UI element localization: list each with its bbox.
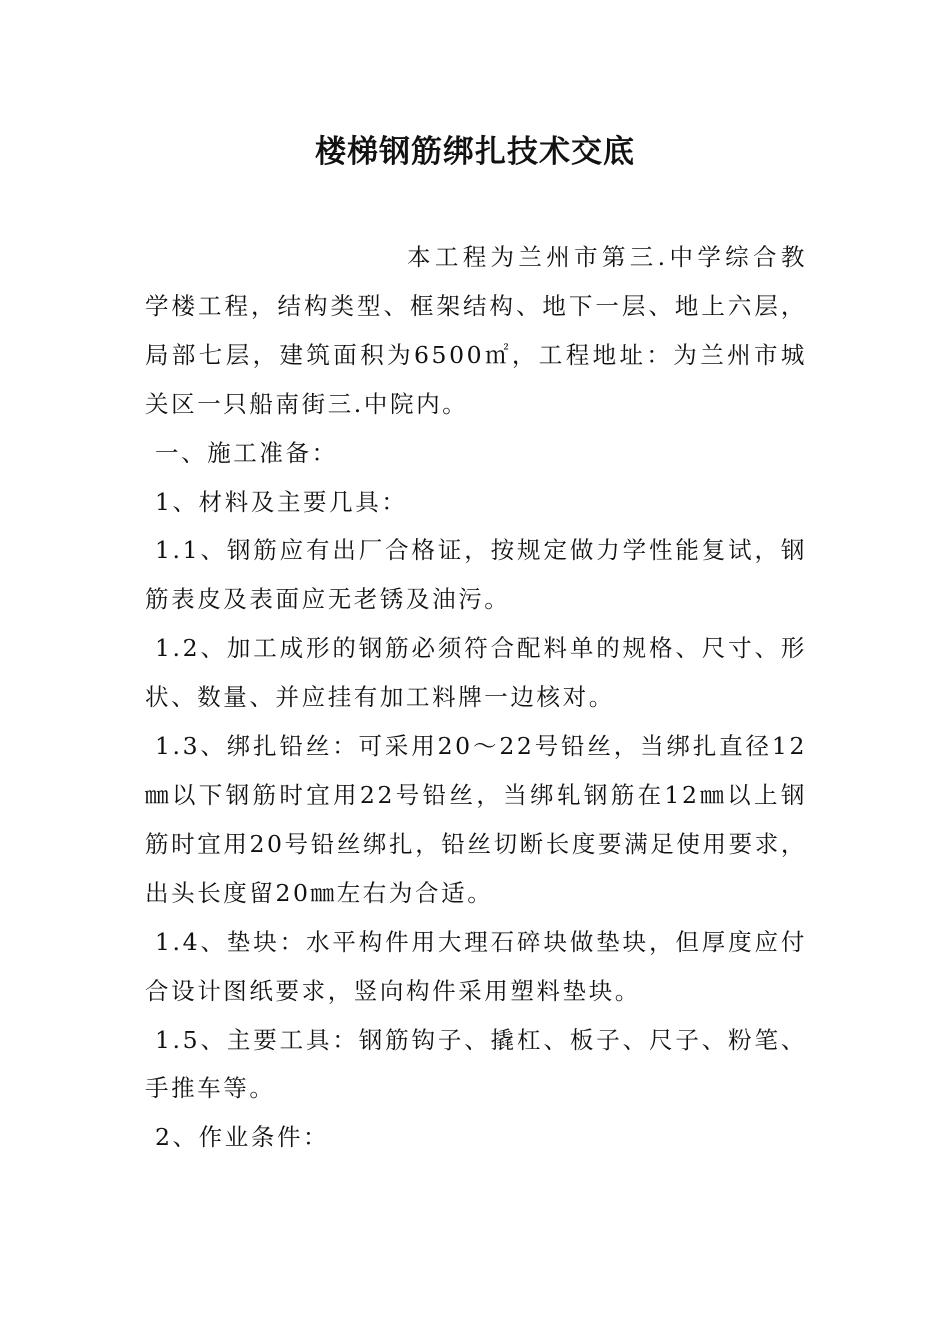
paragraph-item-1-3: 1.3、绑扎铅丝：可采用20～22号铅丝，当绑扎直径12㎜以下钢筋时宜用22号铅丝，当绑轧钢筋在12㎜以上钢筋时宜用20号铅丝绑扎，铅丝切断长度要满足使用要求，出头长度留20㎜左右为合适。 [145,732,807,907]
heading-work-conditions: 2、作业条件： [155,1123,330,1152]
document-title: 楼梯钢筋绑扎技术交底 [315,134,635,170]
paragraph-project-overview: 本工程为兰州市第三.中学综合教学楼工程，结构类型、框架结构、地下一层、地上六层，局部七层，建筑面积为6500㎡，工程地址：为兰州市城关区一只船南街三.中院内。 [145,243,807,418]
paragraph-item-1-2: 1.2、加工成形的钢筋必须符合配料单的规格、尺寸、形状、数量、并应挂有加工料牌一边核对。 [145,634,807,712]
paragraph-item-1-1: 1.1、钢筋应有出厂合格证，按规定做力学性能复试，钢筋表皮及表面应无老锈及油污。 [145,536,807,614]
document-body [145,233,807,1162]
heading-construction-preparation: 一、施工准备： [155,438,338,467]
paragraph-item-1-5: 1.5、主要工具：钢筋钩子、撬杠、板子、尺子、粉笔、手推车等。 [145,1025,807,1103]
heading-materials-and-tools: 1、材料及主要几具： [155,487,408,516]
paragraph-item-1-4: 1.4、垫块：水平构件用大理石碎块做垫块，但厚度应付合设计图纸要求，竖向构件采用塑料垫块。 [145,927,807,1005]
